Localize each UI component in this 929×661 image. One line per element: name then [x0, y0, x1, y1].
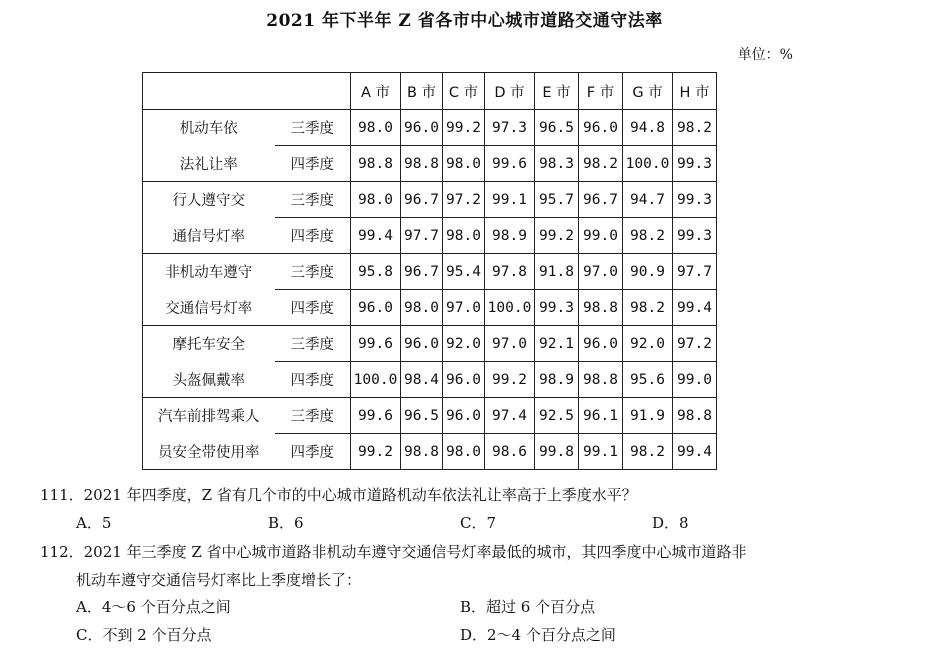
- header-city: D 市: [485, 73, 535, 110]
- value-cell: 98.9: [535, 362, 579, 398]
- quarter-label: 三季度: [275, 110, 351, 146]
- value-cell: 98.0: [351, 110, 401, 146]
- table-row: [143, 110, 717, 146]
- value-cell: 99.3: [673, 218, 717, 254]
- value-cell: 98.2: [623, 434, 673, 470]
- header-city: B 市: [401, 73, 443, 110]
- category-label: 行人遵守交: [143, 182, 275, 218]
- table-row: [143, 182, 717, 218]
- category-label: 汽车前排驾乘人: [143, 398, 275, 434]
- value-cell: 96.1: [579, 398, 623, 434]
- value-cell: 98.0: [443, 218, 485, 254]
- table-row: [143, 146, 717, 182]
- value-cell: 98.6: [485, 434, 535, 470]
- header-city: A 市: [351, 73, 401, 110]
- value-cell: 92.0: [623, 326, 673, 362]
- value-cell: 98.8: [401, 434, 443, 470]
- value-cell: 97.0: [485, 326, 535, 362]
- value-cell: 98.0: [351, 182, 401, 218]
- value-cell: 99.2: [351, 434, 401, 470]
- value-cell: 99.3: [535, 290, 579, 326]
- value-cell: 95.8: [351, 254, 401, 290]
- value-cell: 98.9: [485, 218, 535, 254]
- value-cell: 91.8: [535, 254, 579, 290]
- table-row: [143, 290, 717, 326]
- value-cell: 97.4: [485, 398, 535, 434]
- value-cell: 99.4: [673, 290, 717, 326]
- value-cell: 92.0: [443, 326, 485, 362]
- value-cell: 97.7: [673, 254, 717, 290]
- value-cell: 99.2: [535, 218, 579, 254]
- value-cell: 98.2: [673, 110, 717, 146]
- value-cell: 98.2: [623, 218, 673, 254]
- value-cell: 96.7: [401, 254, 443, 290]
- value-cell: 96.5: [535, 110, 579, 146]
- value-cell: 98.0: [443, 434, 485, 470]
- category-label: 非机动车遵守: [143, 254, 275, 290]
- value-cell: 94.7: [623, 182, 673, 218]
- value-cell: 99.8: [535, 434, 579, 470]
- value-cell: 98.2: [623, 290, 673, 326]
- value-cell: 96.0: [401, 110, 443, 146]
- value-cell: 97.8: [485, 254, 535, 290]
- value-cell: 92.1: [535, 326, 579, 362]
- category-label: 头盔佩戴率: [143, 362, 275, 398]
- header-city: E 市: [535, 73, 579, 110]
- value-cell: 92.5: [535, 398, 579, 434]
- value-cell: 97.7: [401, 218, 443, 254]
- option-a[interactable]: A．5: [76, 514, 112, 532]
- value-cell: 96.7: [401, 182, 443, 218]
- value-cell: 96.0: [443, 362, 485, 398]
- header-city: F 市: [579, 73, 623, 110]
- value-cell: 99.2: [443, 110, 485, 146]
- value-cell: 98.8: [351, 146, 401, 182]
- value-cell: 96.5: [401, 398, 443, 434]
- value-cell: 96.0: [401, 326, 443, 362]
- option-a[interactable]: A．4～6 个百分点之间: [76, 598, 231, 616]
- data-table: [142, 72, 717, 470]
- value-cell: 99.0: [673, 362, 717, 398]
- value-cell: 97.0: [443, 290, 485, 326]
- quarter-label: 四季度: [275, 362, 351, 398]
- quarter-label: 四季度: [275, 434, 351, 470]
- value-cell: 100.0: [485, 290, 535, 326]
- table-row: [143, 362, 717, 398]
- option-d[interactable]: D．2～4 个百分点之间: [460, 626, 616, 644]
- value-cell: 99.4: [673, 434, 717, 470]
- value-cell: 95.7: [535, 182, 579, 218]
- value-cell: 91.9: [623, 398, 673, 434]
- quarter-label: 三季度: [275, 398, 351, 434]
- value-cell: 98.8: [401, 146, 443, 182]
- question-111: 111．2021 年四季度，Z 省有几个市的中心城市道路机动车依法礼让率高于上季度水平？: [40, 486, 637, 504]
- value-cell: 98.8: [579, 290, 623, 326]
- value-cell: 99.1: [485, 182, 535, 218]
- value-cell: 99.2: [485, 362, 535, 398]
- quarter-label: 四季度: [275, 146, 351, 182]
- table-row: [143, 434, 717, 470]
- value-cell: 100.0: [351, 362, 401, 398]
- value-cell: 98.0: [443, 146, 485, 182]
- value-cell: 99.4: [351, 218, 401, 254]
- table-row: [143, 254, 717, 290]
- option-d[interactable]: D．8: [652, 514, 689, 532]
- value-cell: 97.2: [443, 182, 485, 218]
- question-112-line2: 机动车遵守交通信号灯率比上季度增长了：: [76, 571, 362, 589]
- header-blank-cell: [143, 73, 351, 110]
- table-row: [143, 398, 717, 434]
- value-cell: 99.0: [579, 218, 623, 254]
- value-cell: 100.0: [623, 146, 673, 182]
- value-cell: 94.8: [623, 110, 673, 146]
- value-cell: 97.2: [673, 326, 717, 362]
- value-cell: 99.3: [673, 146, 717, 182]
- category-label: 交通信号灯率: [143, 290, 275, 326]
- table-row: [143, 218, 717, 254]
- category-label: 通信号灯率: [143, 218, 275, 254]
- value-cell: 96.0: [351, 290, 401, 326]
- quarter-label: 四季度: [275, 218, 351, 254]
- value-cell: 95.6: [623, 362, 673, 398]
- value-cell: 98.4: [401, 362, 443, 398]
- quarter-label: 四季度: [275, 290, 351, 326]
- option-b[interactable]: B．超过 6 个百分点: [460, 598, 596, 616]
- question-112-line1: 112．2021 年三季度 Z 省中心城市道路非机动车遵守交通信号灯率最低的城市，其四季度中心城市道路非: [40, 543, 747, 561]
- table-title: 2021 年下半年 Z 省各市中心城市道路交通守法率: [266, 11, 663, 31]
- value-cell: 98.2: [579, 146, 623, 182]
- header-city: H 市: [673, 73, 717, 110]
- value-cell: 97.3: [485, 110, 535, 146]
- value-cell: 98.8: [579, 362, 623, 398]
- quarter-label: 三季度: [275, 254, 351, 290]
- category-label: 员安全带使用率: [143, 434, 275, 470]
- option-c[interactable]: C．不到 2 个百分点: [76, 626, 212, 644]
- value-cell: 99.1: [579, 434, 623, 470]
- option-b[interactable]: B．6: [268, 514, 304, 532]
- category-label: 摩托车安全: [143, 326, 275, 362]
- value-cell: 99.6: [351, 326, 401, 362]
- quarter-label: 三季度: [275, 326, 351, 362]
- table-header-row: [143, 73, 717, 110]
- value-cell: 96.0: [443, 398, 485, 434]
- category-label: 机动车依: [143, 110, 275, 146]
- value-cell: 99.6: [485, 146, 535, 182]
- value-cell: 98.0: [401, 290, 443, 326]
- header-city: C 市: [443, 73, 485, 110]
- value-cell: 98.8: [673, 398, 717, 434]
- value-cell: 95.4: [443, 254, 485, 290]
- category-label: 法礼让率: [143, 146, 275, 182]
- option-c[interactable]: C．7: [460, 514, 497, 532]
- value-cell: 90.9: [623, 254, 673, 290]
- value-cell: 97.0: [579, 254, 623, 290]
- header-city: G 市: [623, 73, 673, 110]
- value-cell: 99.3: [673, 182, 717, 218]
- value-cell: 96.7: [579, 182, 623, 218]
- quarter-label: 三季度: [275, 182, 351, 218]
- unit-label: 单位：%: [737, 47, 793, 63]
- value-cell: 99.6: [351, 398, 401, 434]
- value-cell: 96.0: [579, 110, 623, 146]
- value-cell: 98.3: [535, 146, 579, 182]
- table-row: [143, 326, 717, 362]
- value-cell: 96.0: [579, 326, 623, 362]
